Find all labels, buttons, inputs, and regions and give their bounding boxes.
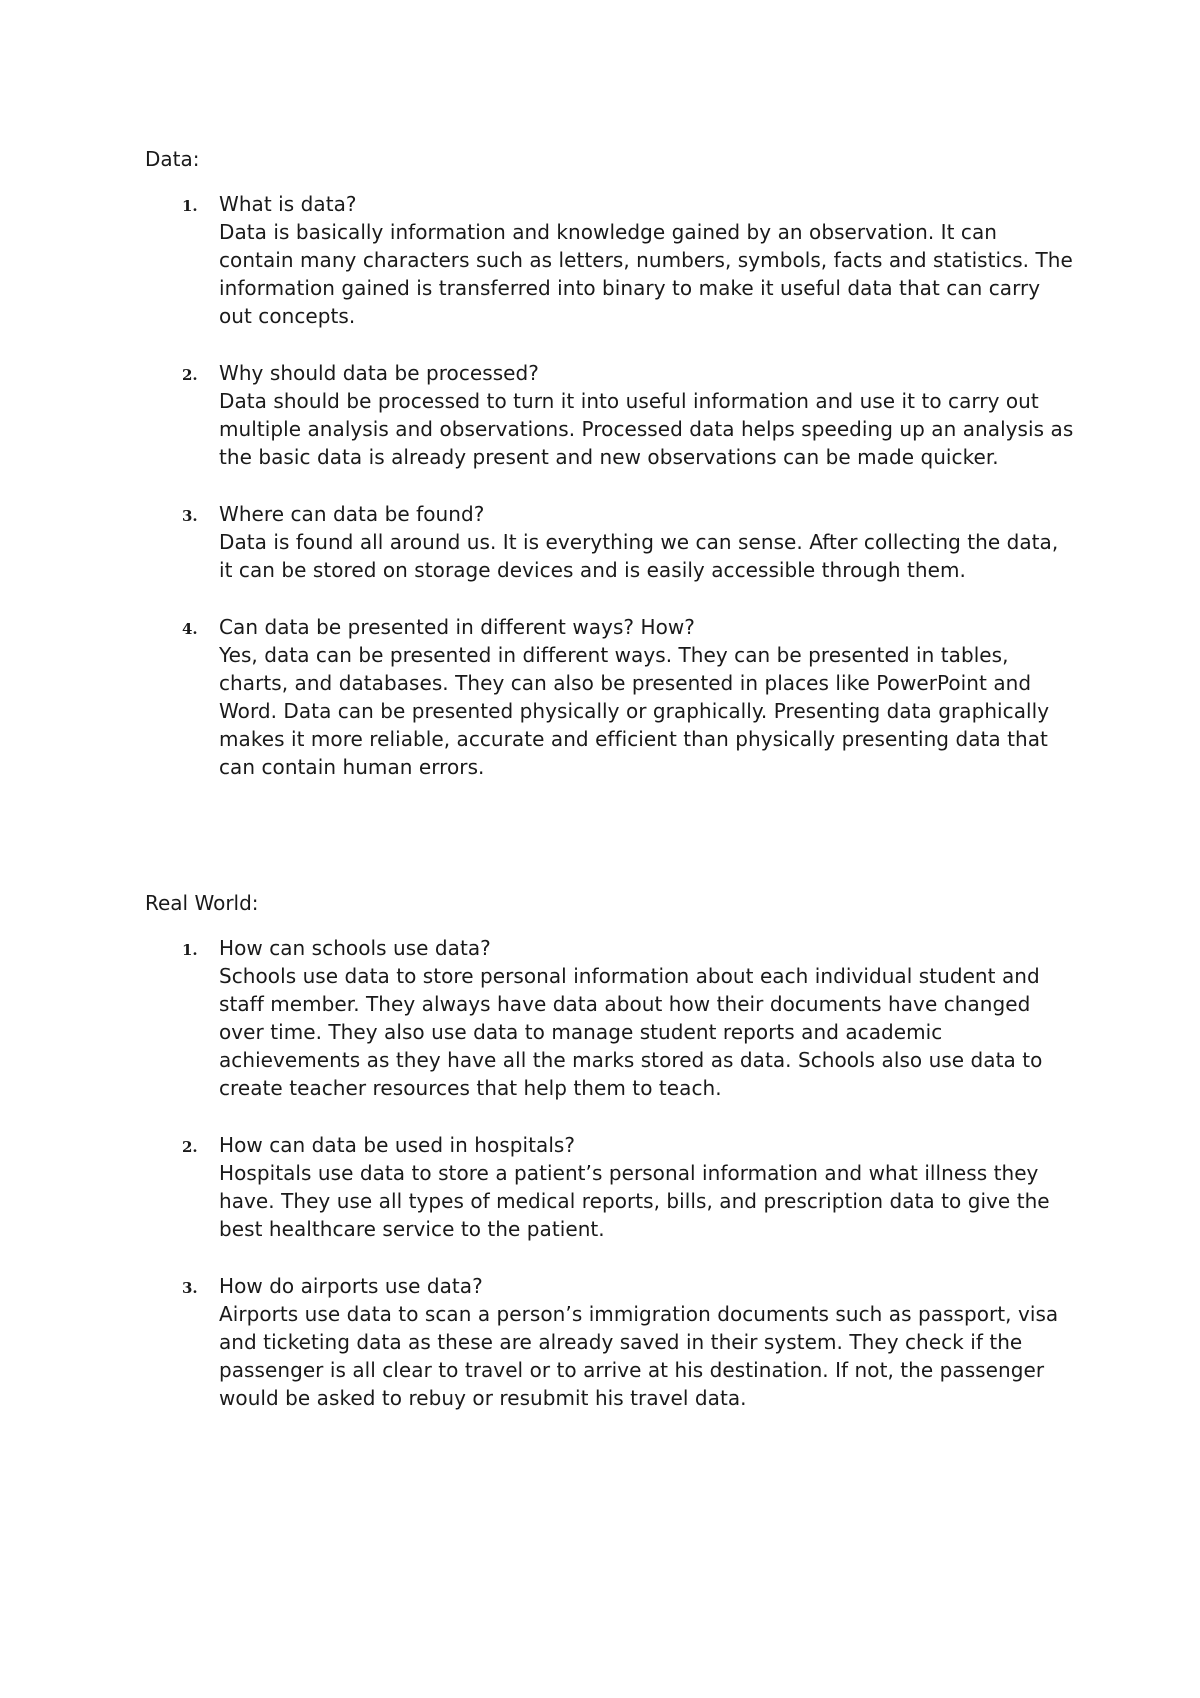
answer-text: Hospitals use data to store a patient’s personal information and what illness they have. They use all types of medical reports, bills, and prescription data to give the best healthcare service to the patient. <box>219 1161 1050 1241</box>
list-item <box>145 190 1075 330</box>
answer-text: Schools use data to store personal information about each individual student and staff member. They always have data about how their documents have changed over time. They also use data to manage student reports and academic achievements as they have all the marks stored as data. Schools also use data to create teacher resources that help them to teach. <box>219 964 1043 1100</box>
question-text: How do airports use data? <box>219 1274 483 1298</box>
question-text: Can data be presented in different ways? How? <box>219 615 695 639</box>
item-number: 2. <box>182 366 198 384</box>
question-text: What is data? <box>219 192 357 216</box>
item-number: 4. <box>182 620 198 638</box>
question-text: How can data be used in hospitals? <box>219 1133 576 1157</box>
answer-text: Data is found all around us. It is everything we can sense. After collecting the data, it can be stored on storage devices and is easily accessible through them. <box>219 530 1059 582</box>
question-text: Why should data be processed? <box>219 361 539 385</box>
question-text: Where can data be found? <box>219 502 485 526</box>
section-heading-data: Data: <box>145 147 200 171</box>
question-list-real-world <box>145 934 1075 1441</box>
answer-text: Airports use data to scan a person’s immigration documents such as passport, visa and ticketing data as these are already saved in their system. They check if the passenger is all clear to travel or to arrive at his destination. If not, the passenger would be asked to rebuy or resubmit his travel data. <box>219 1302 1059 1410</box>
item-number: 1. <box>182 941 198 959</box>
list-item <box>145 934 1075 1102</box>
section-heading-real-world: Real World: <box>145 891 259 915</box>
answer-text: Data is basically information and knowledge gained by an observation. It can contain many characters such as letters, numbers, symbols, facts and statistics. The information gained is transferred into binary to make it useful data that can carry out concepts. <box>219 220 1073 328</box>
item-number: 1. <box>182 197 198 215</box>
item-number: 3. <box>182 507 198 525</box>
list-item <box>145 1131 1075 1243</box>
answer-text: Data should be processed to turn it into useful information and use it to carry out multiple analysis and observations. Processed data helps speeding up an analysis as the basic data is already present and new observations can be made quicker. <box>219 389 1074 469</box>
question-text: How can schools use data? <box>219 936 491 960</box>
list-item <box>145 1272 1075 1412</box>
list-item <box>145 613 1075 781</box>
answer-text: Yes, data can be presented in different ways. They can be presented in tables, charts, and databases. They can also be presented in places like PowerPoint and Word. Data can be presented physically or graphically. Presenting data graphically makes it more reliable, accurate and efficient than physically presenting data that can contain human errors. <box>219 643 1050 779</box>
question-list-data <box>145 190 1075 810</box>
list-item <box>145 500 1075 584</box>
list-item <box>145 359 1075 471</box>
item-number: 2. <box>182 1138 198 1156</box>
item-number: 3. <box>182 1279 198 1297</box>
